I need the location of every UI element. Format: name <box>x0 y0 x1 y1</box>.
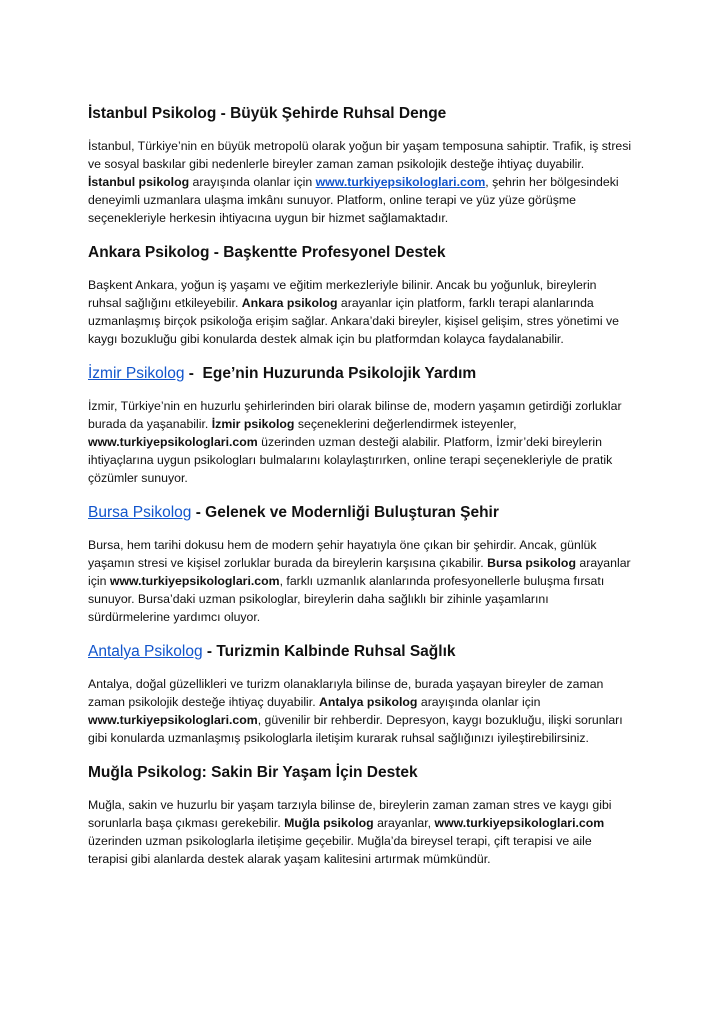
section-paragraph <box>88 675 633 747</box>
section-heading <box>88 762 633 784</box>
paragraph-text: , farklı uzmanlık alanlarında profesyonellerle buluşma fırsatı sunuyor. Bursa’daki uzman psikologlar, bireylerin daha sağlıklı bir zihinle yaşamlarını sürdürmelerine yardımcı oluyor. <box>88 574 605 624</box>
heading-text: - Ege’nin Huzurunda Psikolojik Yardım <box>184 365 477 382</box>
heading-link-bursa[interactable]: Bursa Psikolog <box>88 504 192 521</box>
section-heading <box>88 363 633 385</box>
bold-website: www.turkiyepsikologlari.com <box>88 713 258 727</box>
heading-text: - Gelenek ve Modernliği Buluşturan Şehir <box>191 504 499 521</box>
paragraph-text: arayanlar için platform, farklı terapi alanlarında uzmanlaşmış birçok psikoloğa erişim sağlar. Ankara’daki bireyler, kişisel gelişim, stres yönetimi ve kaygı bozukluğu gibi konularda destek almak için bu platformdan kolayca faydalanabilir. <box>88 296 620 346</box>
paragraph-text: Antalya, doğal güzellikleri ve turizm olanaklarıyla bilinse de, burada yaşayan bireyler de zaman zaman psikolojik desteğe ihtiyaç duyabilir. <box>88 677 604 709</box>
heading-text: - Turizmin Kalbinde Ruhsal Sağlık <box>202 643 456 660</box>
section-heading <box>88 641 633 663</box>
paragraph-text: İstanbul, Türkiye’nin en büyük metropolü olarak yoğun bir yaşam temposuna sahiptir. Trafik, iş stresi ve sosyal baskılar gibi nedenlerle bireyler zaman zaman psikolojik desteğe ihtiyaç duyabilir. <box>88 139 632 171</box>
heading-text: Ankara Psikolog - Başkentte Profesyonel Destek <box>88 244 446 261</box>
section-istanbul <box>88 103 633 227</box>
heading-text: İstanbul Psikolog - Büyük Şehirde Ruhsal Denge <box>88 105 447 122</box>
paragraph-text: arayışında olanlar için <box>417 695 541 709</box>
section-paragraph <box>88 137 633 227</box>
paragraph-text: İzmir, Türkiye’nin en huzurlu şehirlerinden biri olarak bilinse de, modern yaşamın getirdiği zorluklar burada da yaşanabilir. <box>88 399 622 431</box>
heading-text: Muğla Psikolog: Sakin Bir Yaşam İçin Destek <box>88 764 418 781</box>
section-ankara <box>88 242 633 348</box>
section-heading <box>88 103 633 125</box>
paragraph-text: Başkent Ankara, yoğun iş yaşamı ve eğitim merkezleriyle bilinir. Ancak bu yoğunluk, bireylerin ruhsal sağlığını etkileyebilir. <box>88 278 597 310</box>
website-link[interactable]: www.turkiyepsikologlari.com <box>315 175 486 189</box>
heading-link-antalya[interactable]: Antalya Psikolog <box>88 643 203 660</box>
bold-website: www.turkiyepsikologlari.com <box>88 435 258 449</box>
section-izmir <box>88 363 633 487</box>
section-paragraph <box>88 397 633 487</box>
bold-keyword: Bursa psikolog <box>487 556 576 570</box>
heading-link-izmir[interactable]: İzmir Psikolog <box>88 365 185 382</box>
bold-keyword: Antalya psikolog <box>319 695 418 709</box>
section-paragraph <box>88 536 633 626</box>
paragraph-text: seçeneklerini değerlendirmek isteyenler, <box>294 417 517 431</box>
paragraph-text: üzerinden uzman desteği alabilir. Platform, İzmir’deki bireylerin ihtiyaçlarına uygun psikologları bulmalarını kolaylaştırırken, online terapi seçenekleriyle de pratik çözümler sunuyor. <box>88 435 613 485</box>
section-antalya <box>88 641 633 747</box>
paragraph-text: Bursa, hem tarihi dokusu hem de modern şehir hayatıyla öne çıkan bir şehirdir. Ancak, günlük yaşamın stresi ve kişisel zorluklar burada da bireylerin karşısına çıkabilir. <box>88 538 597 570</box>
bold-keyword: Ankara psikolog <box>241 296 338 310</box>
paragraph-text: üzerinden uzman psikologlarla iletişime geçebilir. Muğla’da bireysel terapi, çift terapisi ve aile terapisi gibi alanlarda destek alarak yaşam kalitesini artırmak mümkündür. <box>88 834 592 866</box>
paragraph-text: arayanlar için <box>88 556 631 588</box>
section-heading <box>88 502 633 524</box>
bold-keyword: İstanbul psikolog <box>88 175 190 189</box>
bold-keyword: Muğla psikolog <box>284 816 374 830</box>
paragraph-text: , şehrin her bölgesindeki deneyimli uzmanlara ulaşma imkânı sunuyor. Platform, online terapi ve yüz yüze görüşme seçenekleriyle herkesin ihtiyacına uygun bir hizmet sağlamaktadır. <box>88 175 619 225</box>
section-paragraph <box>88 276 633 348</box>
paragraph-text: Muğla, sakin ve huzurlu bir yaşam tarzıyla bilinse de, bireylerin zaman zaman stres ve kaygı gibi sorunlarla başa çıkması gerekebilir. <box>88 798 612 830</box>
paragraph-text: , güvenilir bir rehberdir. Depresyon, kaygı bozukluğu, ilişki sorunları gibi konularda uzmanlaşmış psikologlarla iletişim kurarak ruhsal sağlığınızı iyileştirebilirsiniz. <box>88 713 623 745</box>
section-heading <box>88 242 633 264</box>
bold-keyword: İzmir psikolog <box>211 417 295 431</box>
section-paragraph <box>88 796 633 868</box>
bold-website: www.turkiyepsikologlari.com <box>109 574 280 588</box>
bold-website: www.turkiyepsikologlari.com <box>434 816 605 830</box>
section-bursa <box>88 502 633 626</box>
paragraph-text: arayışında olanlar için <box>189 175 316 189</box>
section-mugla <box>88 762 633 868</box>
paragraph-text: arayanlar, <box>373 816 435 830</box>
